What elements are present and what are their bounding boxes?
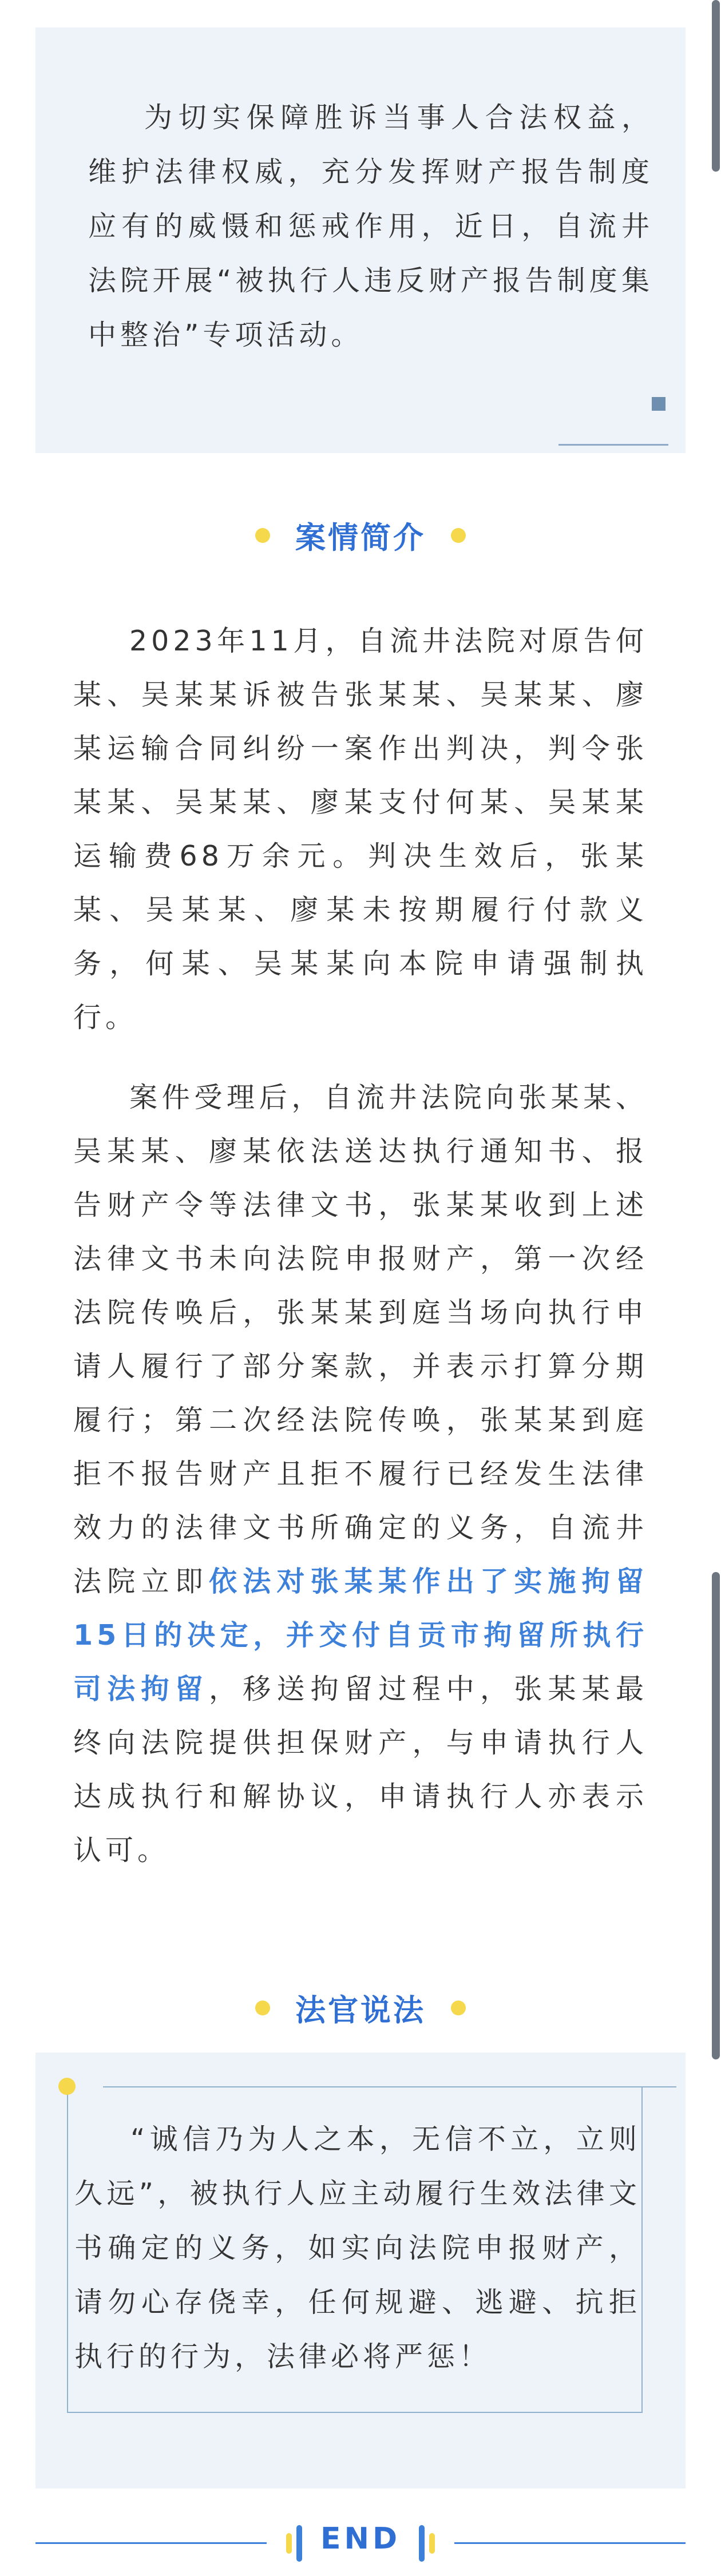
yellow-dot-icon <box>451 2001 466 2015</box>
intro-text: 为切实保障胜诉当事人合法权益，维护法律权威，充分发挥财产报告制度应有的威慑和惩戒作用，近日，自流井法院开展“被执行人违反财产报告制度集中整治”专项活动。 <box>88 101 653 351</box>
end-divider-right <box>454 2542 686 2544</box>
end-bar-icon <box>296 2525 302 2562</box>
scrollbar-thumb-top[interactable] <box>712 0 720 172</box>
case-paragraph-2-highlight: 依法对张某某作出了实施拘留15日的决定，并交付自贡市拘留所执行司法拘留 <box>73 1565 648 1705</box>
end-divider-left <box>35 2542 267 2544</box>
intro-box <box>35 27 686 453</box>
end-bar-icon <box>419 2525 425 2562</box>
section-title-case <box>0 513 721 558</box>
end-bar-icon <box>286 2533 292 2554</box>
judge-remarks-box <box>35 2053 686 2488</box>
end-bar-icon <box>429 2533 435 2554</box>
decorative-square-icon <box>652 397 665 411</box>
end-footer <box>0 2517 721 2569</box>
yellow-dot-icon <box>255 528 270 543</box>
yellow-dot-icon <box>255 2001 270 2015</box>
judge-remarks-text: “诚信乃为人之本，无信不立，立则久远”，被执行人应主动履行生效法律文书确定的义务，如实向法院申报财产，请勿心存侥幸，任何规避、逃避、抗拒执行的行为，法律必将严惩！ <box>74 2123 641 2373</box>
section-title-judge-text: 法官说法 <box>295 1993 426 2028</box>
yellow-dot-icon <box>58 2078 76 2095</box>
case-paragraph-1: 2023年11月，自流井法院对原告何某、吴某某诉被告张某某、吴某某、廖某运输合同纠纷一案作出判决，判令张某某、吴某某、廖某支付何某、吴某某运输费68万余元。判决生效后，张某某、吴某某、廖某未按期履行付款义务，何某、吴某某向本院申请强制执行。 <box>73 625 648 1034</box>
case-paragraph-2-tail: ，移送拘留过程中，张某某最终向法院提供担保财产，与申请执行人达成执行和解协议，申请执行人亦表示认可。 <box>73 1673 648 1867</box>
yellow-dot-icon <box>451 528 466 543</box>
section-title-judge <box>0 1985 721 2031</box>
decorative-divider <box>558 444 668 446</box>
end-label: END <box>320 2522 401 2556</box>
judge-remarks-top-line <box>103 2086 676 2087</box>
section-title-case-text: 案情简介 <box>295 521 426 555</box>
case-paragraph-2 <box>73 1071 648 1878</box>
case-paragraph-2-text: 案件受理后，自流井法院向张某某、吴某某、廖某依法送达执行通知书、报告财产令等法律文书，张某某收到上述法律文书未向法院申报财产，第一次经法院传唤后，张某某到庭当场向执行申请人履行了部分案款，并表示打算分期履行；第二次经法院传唤，张某某到庭拒不报告财产且拒不履行已经发生法律效力的法律文书所确定的义务，自流井法院立即 <box>73 1081 648 1598</box>
